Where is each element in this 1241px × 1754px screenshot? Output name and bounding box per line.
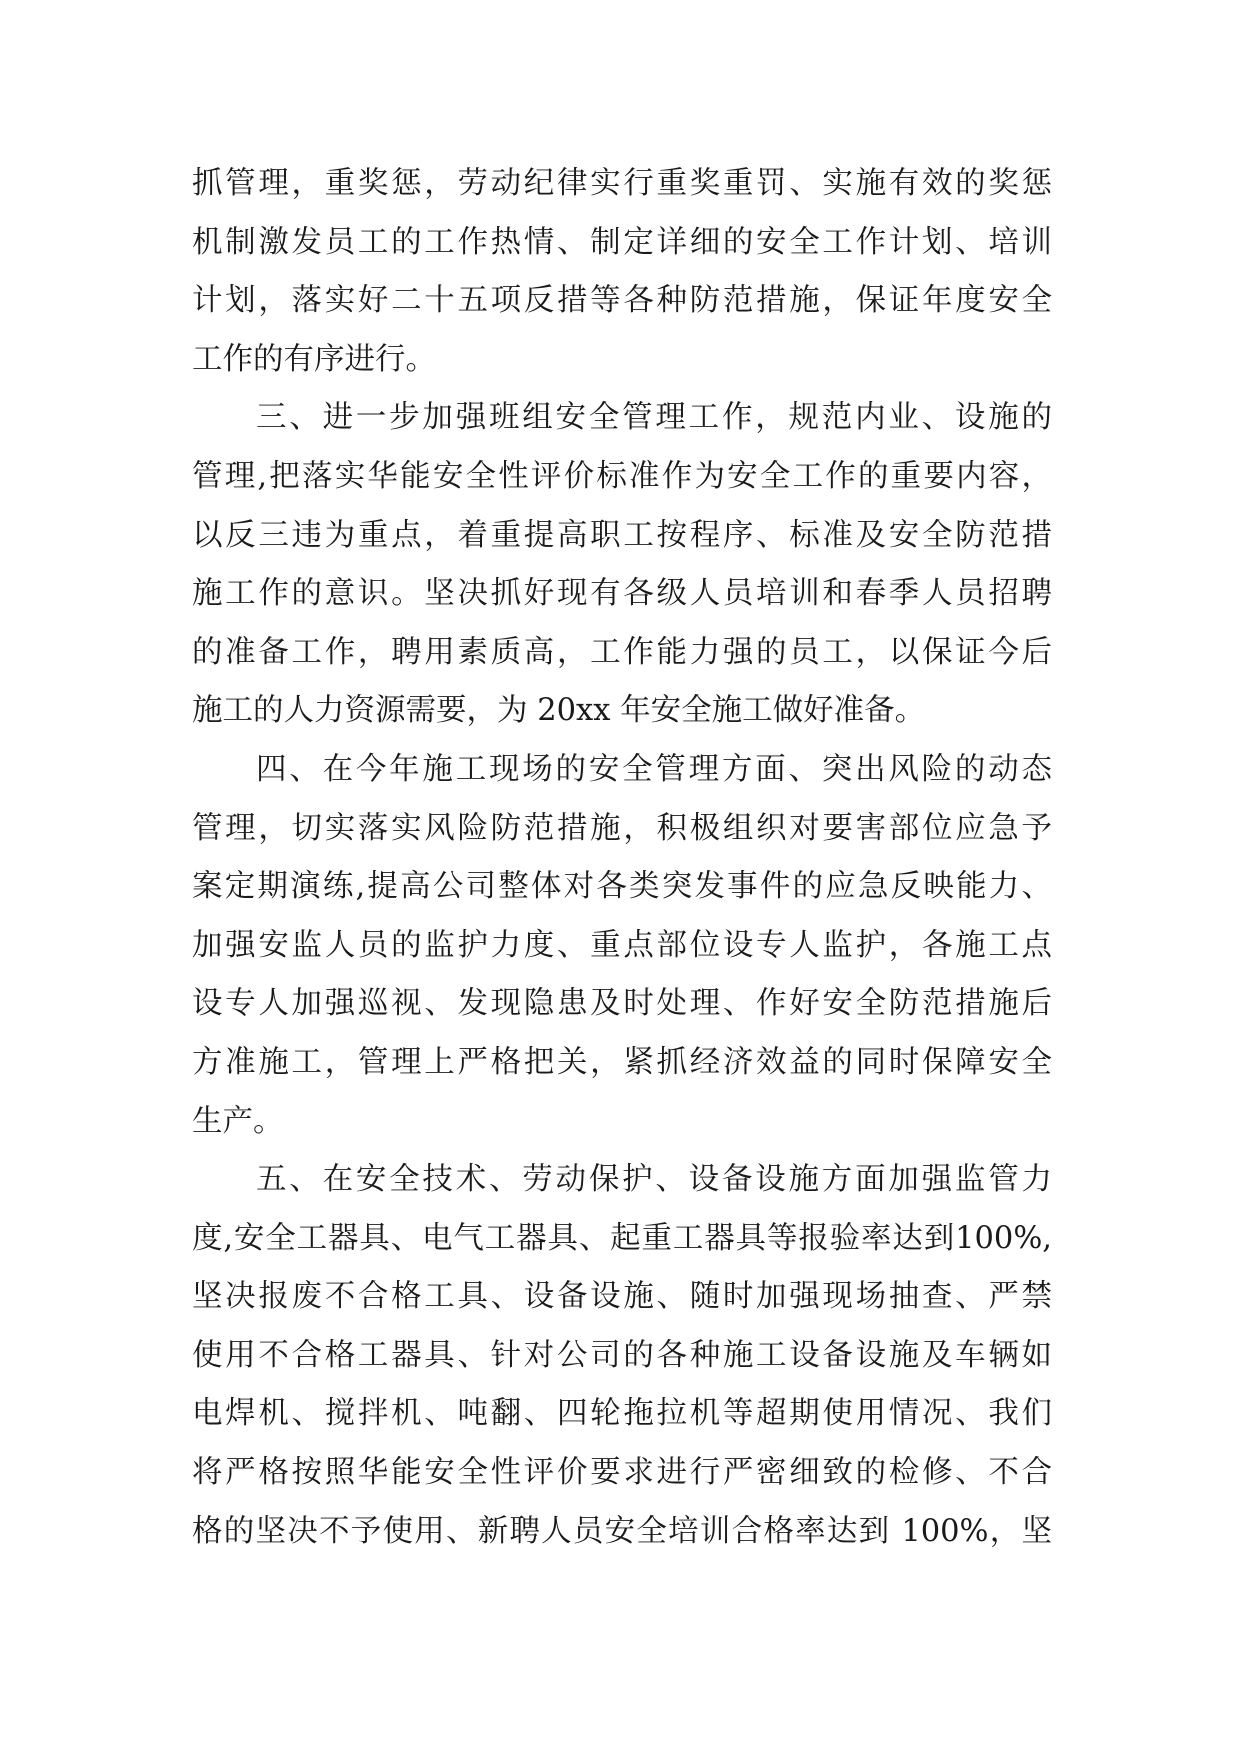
text-line: 机制激发员工的工作热情、制定详细的安全工作计划、培训	[192, 224, 1052, 260]
text-line: 格的坚决不予使用、新聘人员安全培训合格率达到 100%，坚	[192, 1513, 1052, 1549]
text-line: 将严格按照华能安全性评价要求进行严密细致的检修、不合	[192, 1455, 1052, 1491]
text-line: 的准备工作，聘用素质高，工作能力强的员工，以保证今后	[192, 634, 1052, 670]
text-line: 管理，切实落实风险防范措施，积极组织对要害部位应急予	[192, 810, 1052, 846]
text-line: 施工作的意识。坚决抓好现有各级人员培训和春季人员招聘	[192, 576, 1052, 612]
text-line: 使用不合格工器具、针对公司的各种施工设备设施及车辆如	[192, 1337, 1052, 1373]
text-line: 以反三违为重点，着重提高职工按程序、标准及安全防范措	[192, 517, 1052, 553]
paragraph-first-line: 三、进一步加强班组安全管理工作，规范内业、设施的	[256, 400, 1052, 436]
text-line: 设专人加强巡视、发现隐患及时处理、作好安全防范措施后	[192, 986, 1052, 1022]
text-line: 案定期演练,提高公司整体对各类突发事件的应急反映能力、	[192, 869, 1052, 905]
text-line: 方准施工，管理上严格把关，紧抓经济效益的同时保障安全	[192, 1044, 1052, 1080]
text-line: 工作的有序进行。	[192, 341, 436, 377]
text-line: 电焊机、搅拌机、吨翻、四轮拖拉机等超期使用情况、我们	[192, 1396, 1052, 1432]
paragraph-first-line: 五、在安全技术、劳动保护、设备设施方面加强监管力	[256, 1162, 1052, 1198]
text-line: 计划，落实好二十五项反措等各种防范措施，保证年度安全	[192, 283, 1052, 319]
document-body	[192, 155, 1052, 1561]
text-line: 管理,把落实华能安全性评价标准作为安全工作的重要内容，	[192, 458, 1052, 494]
text-line: 生产。	[192, 1103, 284, 1139]
text-line: 坚决报废不合格工具、设备设施、随时加强现场抽查、严禁	[192, 1279, 1052, 1315]
text-line: 加强安监人员的监护力度、重点部位设专人监护，各施工点	[192, 927, 1052, 963]
text-line: 度,安全工器具、电气工器具、起重工器具等报验率达到100%,	[192, 1220, 1052, 1256]
paragraph-first-line: 四、在今年施工现场的安全管理方面、突出风险的动态	[256, 751, 1052, 787]
text-line: 抓管理，重奖惩，劳动纪律实行重奖重罚、实施有效的奖惩	[192, 166, 1052, 201]
text-line: 施工的人力资源需要，为 20xx 年安全施工做好准备。	[192, 693, 926, 729]
